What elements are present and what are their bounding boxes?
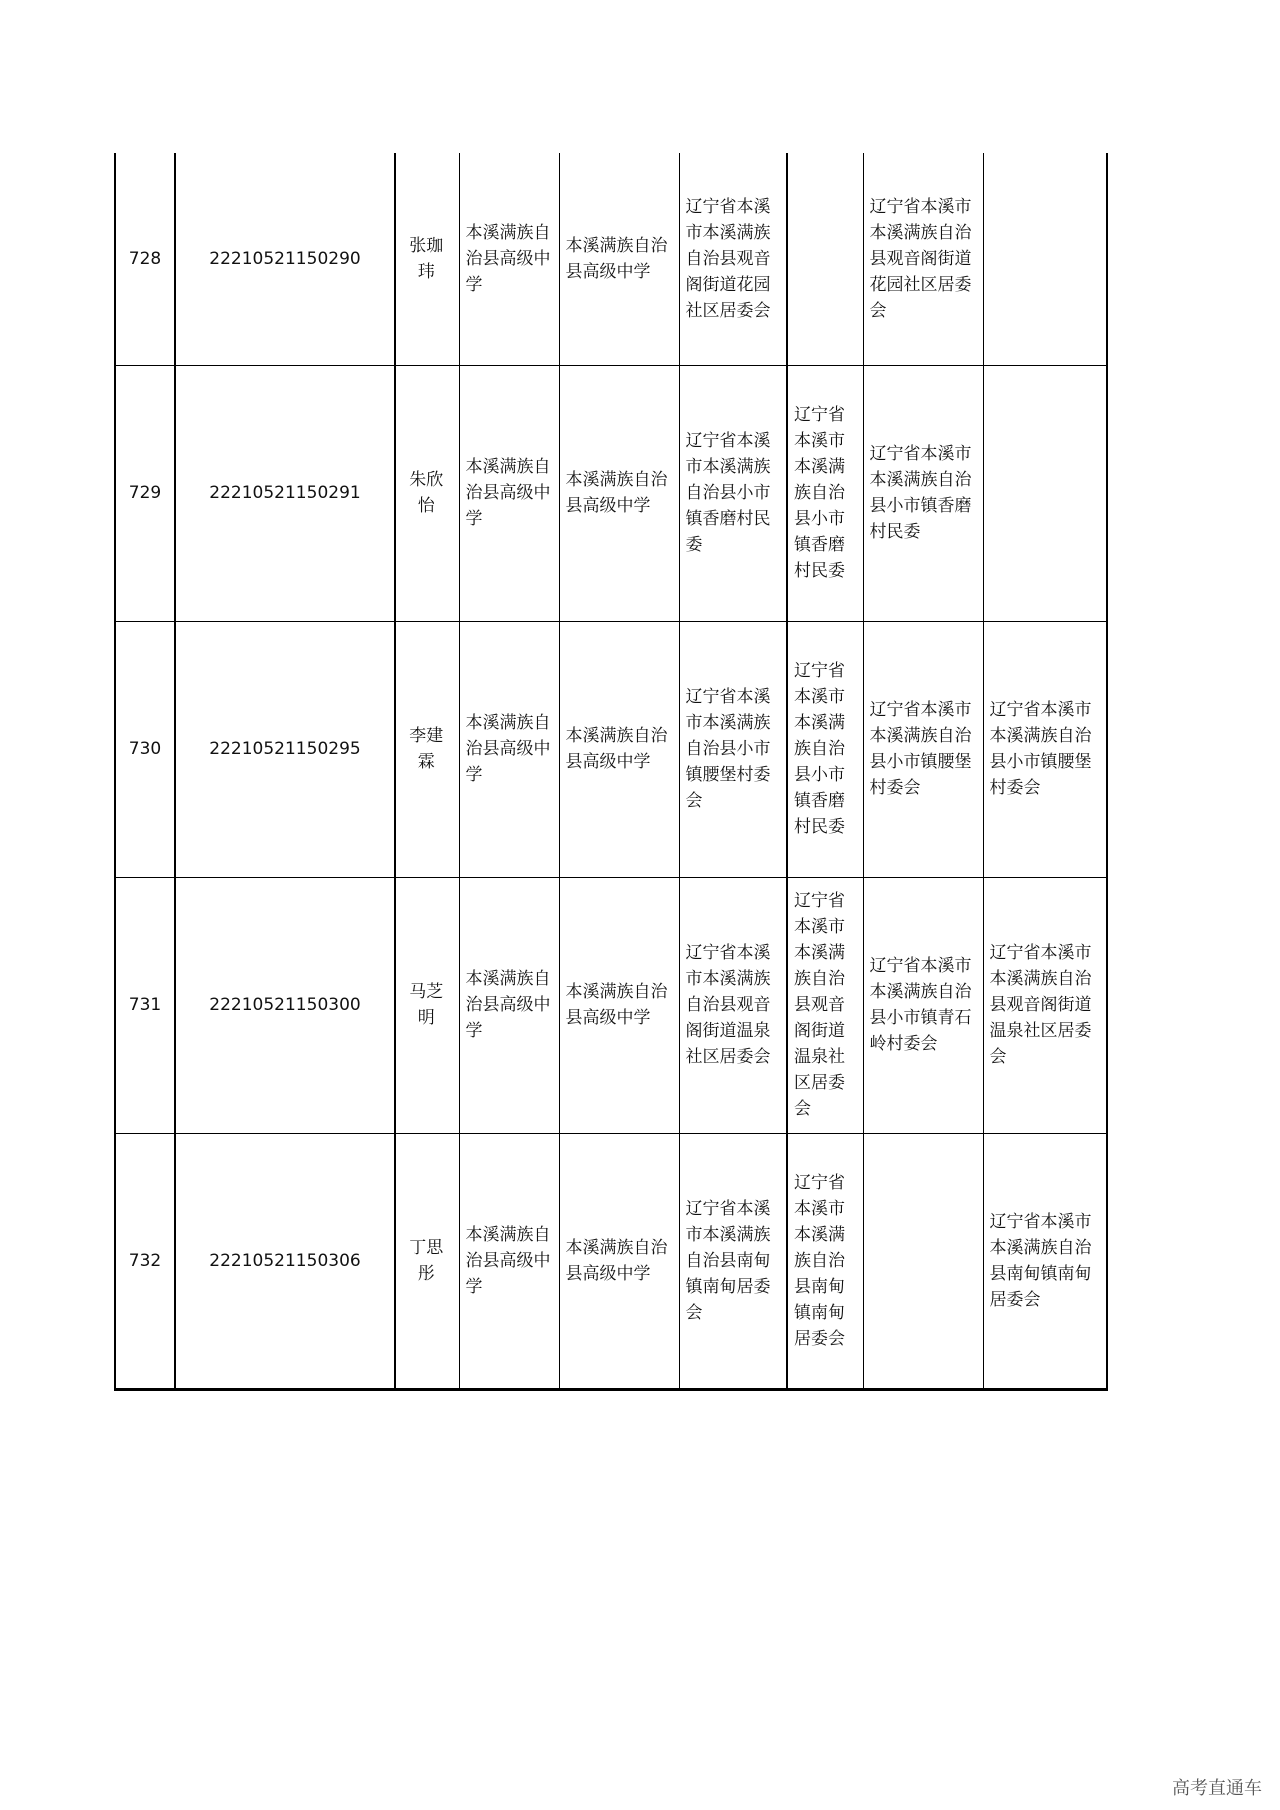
cell-residence: 辽宁省本溪市本溪满族自治县小市镇香磨村民委 xyxy=(787,365,863,621)
cell-household-register: 辽宁省本溪市本溪满族自治县南甸镇南甸居委会 xyxy=(679,1133,787,1389)
cell-name: 丁思彤 xyxy=(395,1133,459,1389)
table-row xyxy=(115,877,1107,1133)
cell-exam-no: 22210521150290 xyxy=(175,153,395,365)
cell-name: 马芝明 xyxy=(395,877,459,1133)
table-row xyxy=(115,1133,1107,1389)
cell-name: 朱欣怡 xyxy=(395,365,459,621)
cell-household-register: 辽宁省本溪市本溪满族自治县观音阁街道花园社区居委会 xyxy=(679,153,787,365)
cell-school: 本溪满族自治县高级中学 xyxy=(459,1133,559,1389)
cell-committee xyxy=(863,1133,983,1389)
cell-school: 本溪满族自治县高级中学 xyxy=(459,877,559,1133)
cell-parent-register xyxy=(983,153,1107,365)
cell-exam-no: 22210521150300 xyxy=(175,877,395,1133)
cell-name: 李建霖 xyxy=(395,621,459,877)
cell-parent-register xyxy=(983,365,1107,621)
table-row xyxy=(115,621,1107,877)
cell-exam-no: 22210521150291 xyxy=(175,365,395,621)
cell-committee: 辽宁省本溪市本溪满族自治县小市镇腰堡村委会 xyxy=(863,621,983,877)
cell-name: 张珈玮 xyxy=(395,153,459,365)
roster-table xyxy=(114,153,1108,1391)
cell-school: 本溪满族自治县高级中学 xyxy=(459,153,559,365)
cell-seq: 730 xyxy=(115,621,175,877)
cell-exam-no: 22210521150295 xyxy=(175,621,395,877)
cell-school2: 本溪满族自治县高级中学 xyxy=(559,877,679,1133)
cell-committee: 辽宁省本溪市本溪满族自治县观音阁街道花园社区居委会 xyxy=(863,153,983,365)
cell-seq: 731 xyxy=(115,877,175,1133)
cell-school2: 本溪满族自治县高级中学 xyxy=(559,1133,679,1389)
cell-residence: 辽宁省本溪市本溪满族自治县小市镇香磨村民委 xyxy=(787,621,863,877)
cell-parent-register: 辽宁省本溪市本溪满族自治县观音阁街道温泉社区居委会 xyxy=(983,877,1107,1133)
cell-school: 本溪满族自治县高级中学 xyxy=(459,365,559,621)
cell-school2: 本溪满族自治县高级中学 xyxy=(559,365,679,621)
table-row xyxy=(115,365,1107,621)
cell-school2: 本溪满族自治县高级中学 xyxy=(559,621,679,877)
watermark-text: 高考直通车 xyxy=(1172,1778,1262,1799)
cell-household-register: 辽宁省本溪市本溪满族自治县观音阁街道温泉社区居委会 xyxy=(679,877,787,1133)
table-row xyxy=(115,153,1107,365)
cell-residence: 辽宁省本溪市本溪满族自治县南甸镇南甸居委会 xyxy=(787,1133,863,1389)
cell-school2: 本溪满族自治县高级中学 xyxy=(559,153,679,365)
cell-exam-no: 22210521150306 xyxy=(175,1133,395,1389)
cell-residence xyxy=(787,153,863,365)
cell-seq: 729 xyxy=(115,365,175,621)
cell-seq: 728 xyxy=(115,153,175,365)
cell-school: 本溪满族自治县高级中学 xyxy=(459,621,559,877)
cell-seq: 732 xyxy=(115,1133,175,1389)
cell-residence: 辽宁省本溪市本溪满族自治县观音阁街道温泉社区居委会 xyxy=(787,877,863,1133)
cell-committee: 辽宁省本溪市本溪满族自治县小市镇青石岭村委会 xyxy=(863,877,983,1133)
cell-parent-register: 辽宁省本溪市本溪满族自治县小市镇腰堡村委会 xyxy=(983,621,1107,877)
cell-household-register: 辽宁省本溪市本溪满族自治县小市镇腰堡村委会 xyxy=(679,621,787,877)
cell-household-register: 辽宁省本溪市本溪满族自治县小市镇香磨村民委 xyxy=(679,365,787,621)
table-body xyxy=(115,153,1107,1389)
cell-parent-register: 辽宁省本溪市本溪满族自治县南甸镇南甸居委会 xyxy=(983,1133,1107,1389)
cell-committee: 辽宁省本溪市本溪满族自治县小市镇香磨村民委 xyxy=(863,365,983,621)
